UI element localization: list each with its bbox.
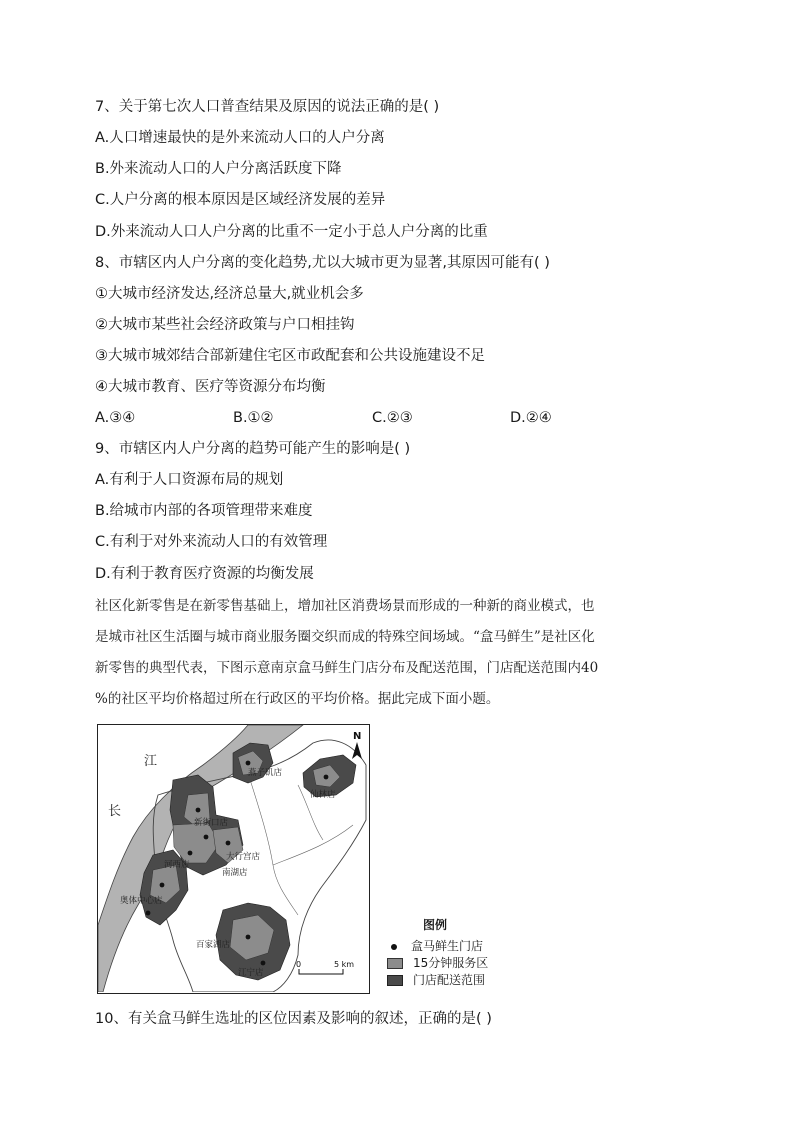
q8-option-c: C.②③	[372, 410, 413, 426]
q7-stem: 7、关于第七次人口普查结果及原因的说法正确的是( )	[95, 99, 440, 115]
nanjing-store-map	[97, 724, 370, 994]
river-label-2: 长	[108, 804, 122, 819]
q8-statement-2: ②大城市某些社会经济政策与户口相挂钩	[95, 317, 355, 333]
q9-option-b: B.给城市内部的各项管理带来难度	[95, 503, 313, 519]
store-dot	[261, 961, 266, 966]
scale-label: 5 km	[334, 960, 355, 969]
store-label-4: 大行宫店	[226, 852, 261, 862]
scale-zero: 0	[296, 960, 302, 969]
q9-option-a: A.有利于人口资源布局的规划	[95, 472, 284, 488]
q9-option-d: D.有利于教育医疗资源的均衡发展	[95, 566, 314, 582]
passage-line-2: 是城市社区生活圈与城市商业服务圈交织而成的特殊空间场域。“盒马鲜生”是社区化	[95, 629, 595, 645]
legend-service-label: 15分钟服务区	[413, 956, 489, 970]
store-label-3: 新街口店	[194, 818, 229, 828]
service-area-swatch-icon	[387, 958, 403, 969]
passage	[95, 591, 707, 715]
store-dot-icon	[387, 942, 401, 951]
passage-line-4: %的社区平均价格超过所在行政区的平均价格。据此完成下面小题。	[95, 691, 500, 707]
store-dot	[204, 835, 209, 840]
store-dot	[196, 808, 201, 813]
north-arrow	[352, 731, 362, 759]
map-legend	[387, 917, 488, 989]
north-arrow-label: N	[353, 731, 362, 742]
store-dot	[324, 775, 329, 780]
store-label-7: 奥体中心店	[120, 896, 163, 906]
q8-statement-1: ①大城市经济发达,经济总量大,就业机会多	[95, 286, 364, 302]
q8-statement-3: ③大城市城郊结合部新建住宅区市政配套和公共设施建设不足	[95, 348, 485, 364]
q10-stem: 10、有关盒马鲜生选址的区位因素及影响的叙述，正确的是( )	[95, 1011, 492, 1027]
store-label-8: 百家湖店	[196, 940, 231, 950]
q8-stem: 8、市辖区内人户分离的变化趋势,尤以大城市更为显著,其原因可能有( )	[95, 255, 550, 271]
store-dot	[188, 851, 193, 856]
q8-option-b: B.①②	[233, 410, 274, 426]
store-label-6: 河西店	[164, 860, 190, 870]
district-boundary	[273, 825, 353, 865]
q7-option-d: D.外来流动人口人户分离的比重不一定小于总人户分离的比重	[95, 224, 488, 240]
delivery-area-swatch-icon	[387, 975, 403, 986]
store-dot	[160, 883, 165, 888]
legend-row-store	[387, 938, 488, 955]
river-label-1: 江	[144, 754, 158, 769]
store-label-9: 江宁店	[238, 968, 264, 978]
store-dot	[226, 841, 231, 846]
q9-option-c: C.有利于对外来流动人口的有效管理	[95, 534, 328, 550]
passage-line-1: 社区化新零售是在新零售基础上，增加社区消费场景而形成的一种新的商业模式，也	[95, 598, 595, 614]
q8-statement-4: ④大城市教育、医疗等资源分布均衡	[95, 379, 326, 395]
map-drawing	[98, 725, 368, 992]
scale-bar	[296, 960, 354, 974]
store-label-5: 南湖店	[222, 868, 248, 878]
store-label-1: 燕子矶店	[248, 768, 283, 778]
legend-row-service	[387, 955, 488, 972]
q8-option-a: A.③④	[95, 410, 136, 426]
north-arrow-shape	[352, 742, 362, 759]
store-dot	[246, 761, 251, 766]
store-label-2: 仙林店	[310, 790, 336, 800]
store-dot	[146, 911, 151, 916]
district-boundary	[248, 773, 298, 915]
legend-store-label: 盒马鲜生门店	[411, 939, 484, 953]
legend-delivery-label: 门店配送范围	[413, 973, 486, 987]
q9-stem: 9、市辖区内人户分离的趋势可能产生的影响是( )	[95, 441, 411, 457]
q7-option-b: B.外来流动人口的人户分离活跃度下降	[95, 161, 342, 177]
q7-option-a: A.人口增速最快的是外来流动人口的人户分离	[95, 130, 385, 146]
legend-row-delivery	[387, 972, 488, 989]
passage-line-3: 新零售的典型代表，下图示意南京盒马鲜生门店分布及配送范围，门店配送范围内40	[95, 660, 599, 676]
store-dot	[246, 935, 251, 940]
q7-option-c: C.人户分离的根本原因是区域经济发展的差异	[95, 192, 386, 208]
q8-option-d: D.②④	[510, 410, 552, 426]
legend-title: 图例	[423, 918, 448, 932]
